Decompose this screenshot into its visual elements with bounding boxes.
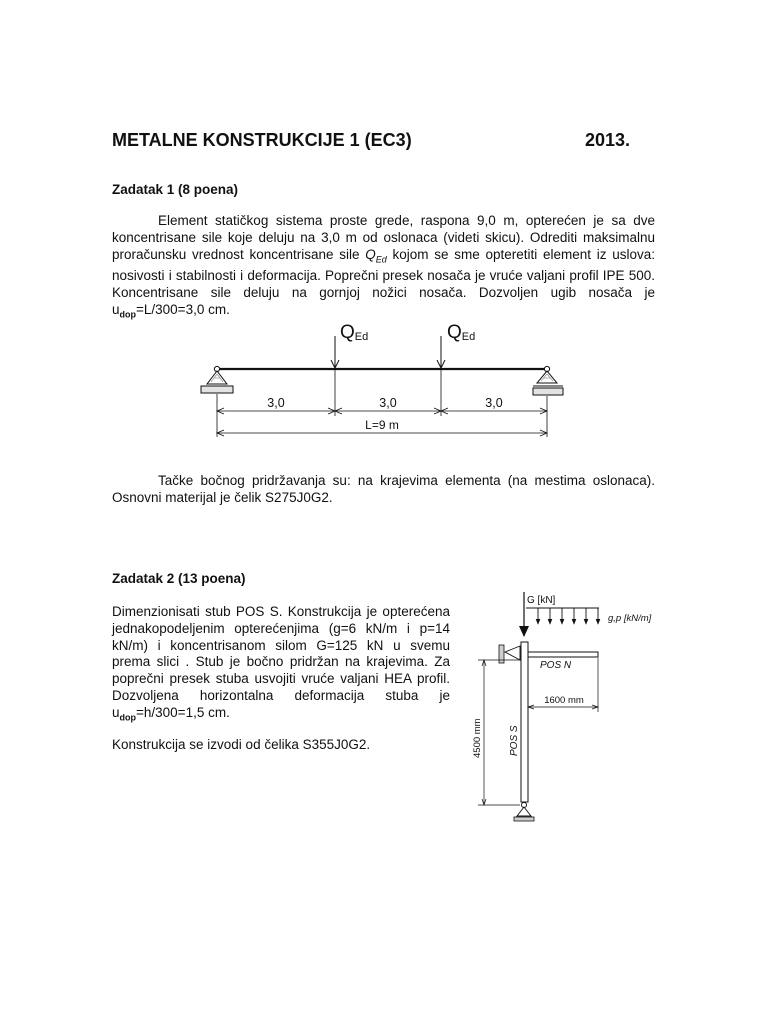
height-dimension-label: 4500 mm bbox=[472, 718, 483, 758]
task1-q-symbol: Q bbox=[365, 246, 376, 262]
g-load-label: G [kN] bbox=[527, 595, 556, 606]
task2-heading: Zadatak 2 (13 poena) bbox=[112, 571, 246, 586]
distributed-load-arrows bbox=[526, 608, 600, 624]
cantilever-dimension-label: 1600 mm bbox=[544, 695, 584, 706]
load-label-left: QEd bbox=[340, 322, 369, 343]
concentrated-load-arrowhead bbox=[519, 626, 529, 637]
total-span-label: L=9 m bbox=[365, 418, 399, 432]
task1-text-a: Element statičkog sistema proste grede, raspona 9,0 m, opterećen je sa dve koncentrisane sile koje deluju na 3,0 m od oslonaca (videti skicu). Odrediti maksimalnu proračunsku vrednost koncentrisane sile bbox=[112, 213, 655, 262]
task1-paragraph-1 bbox=[112, 213, 655, 323]
cantilever-beam bbox=[528, 652, 598, 657]
load-label-right: QEd bbox=[447, 322, 476, 343]
document-title: METALNE KONSTRUKCIJE 1 (EC3) bbox=[112, 130, 412, 150]
beam-sketch bbox=[190, 318, 570, 444]
task1-q-subscript: Ed bbox=[375, 254, 387, 265]
task1-text-c: =L/300=3,0 cm. bbox=[136, 301, 230, 317]
task2-udop-subscript: dop bbox=[119, 712, 137, 723]
task1-paragraph-2 bbox=[112, 473, 655, 507]
task2-paragraph-1 bbox=[112, 604, 450, 726]
gp-load-label: g,p [kN/m] bbox=[608, 613, 652, 624]
task2-text-p2: Konstrukcija se izvodi od čelika S355J0G2. bbox=[112, 737, 371, 752]
beam-label: POS N bbox=[540, 660, 572, 671]
column-label: POS S bbox=[509, 725, 520, 756]
task1-text-p2: Tačke bočnog pridržavanja su: na krajevima elementa (na mestima oslonaca). Osnovni materijal je čelik S275J0G2. bbox=[112, 473, 655, 505]
span-label-3: 3,0 bbox=[485, 396, 503, 410]
task1-udop-subscript: dop bbox=[119, 309, 137, 320]
task1-text-b: kojom se sme opteretiti element iz uslova: nosivosti i stabilnosti i deformacija. Poprečni presek nosača je vruće valjani profil IPE 500. Koncentrisane sile deluju na gornjoj nožici nosača. Dozvoljen ugib nosača je u bbox=[112, 246, 655, 317]
span-label-2: 3,0 bbox=[379, 396, 397, 410]
right-support-icon bbox=[533, 366, 563, 395]
document-year: 2013. bbox=[585, 130, 631, 150]
left-support-icon bbox=[201, 366, 233, 393]
span-label-1: 3,0 bbox=[267, 396, 285, 410]
column bbox=[521, 642, 528, 802]
task2-paragraph-2 bbox=[112, 737, 450, 754]
task1-heading: Zadatak 1 (8 poena) bbox=[112, 182, 239, 197]
task2-text-a: Dimenzionisati stub POS S. Konstrukcija je opterećena jednakopodeljenim opterećenjima (g=6 kN/m i p=14 kN/m) i koncentrisanom silom G=125 kN u svemu prema slici . Stub je bočno pridržan na krajevima. Za poprečni presek stuba usvojiti vruće valjani HEA profil. Dozvoljena horizontalna deformacija stuba je u bbox=[112, 604, 450, 720]
column-sketch bbox=[466, 586, 668, 828]
task2-text-b: =h/300=1,5 cm. bbox=[136, 704, 230, 720]
